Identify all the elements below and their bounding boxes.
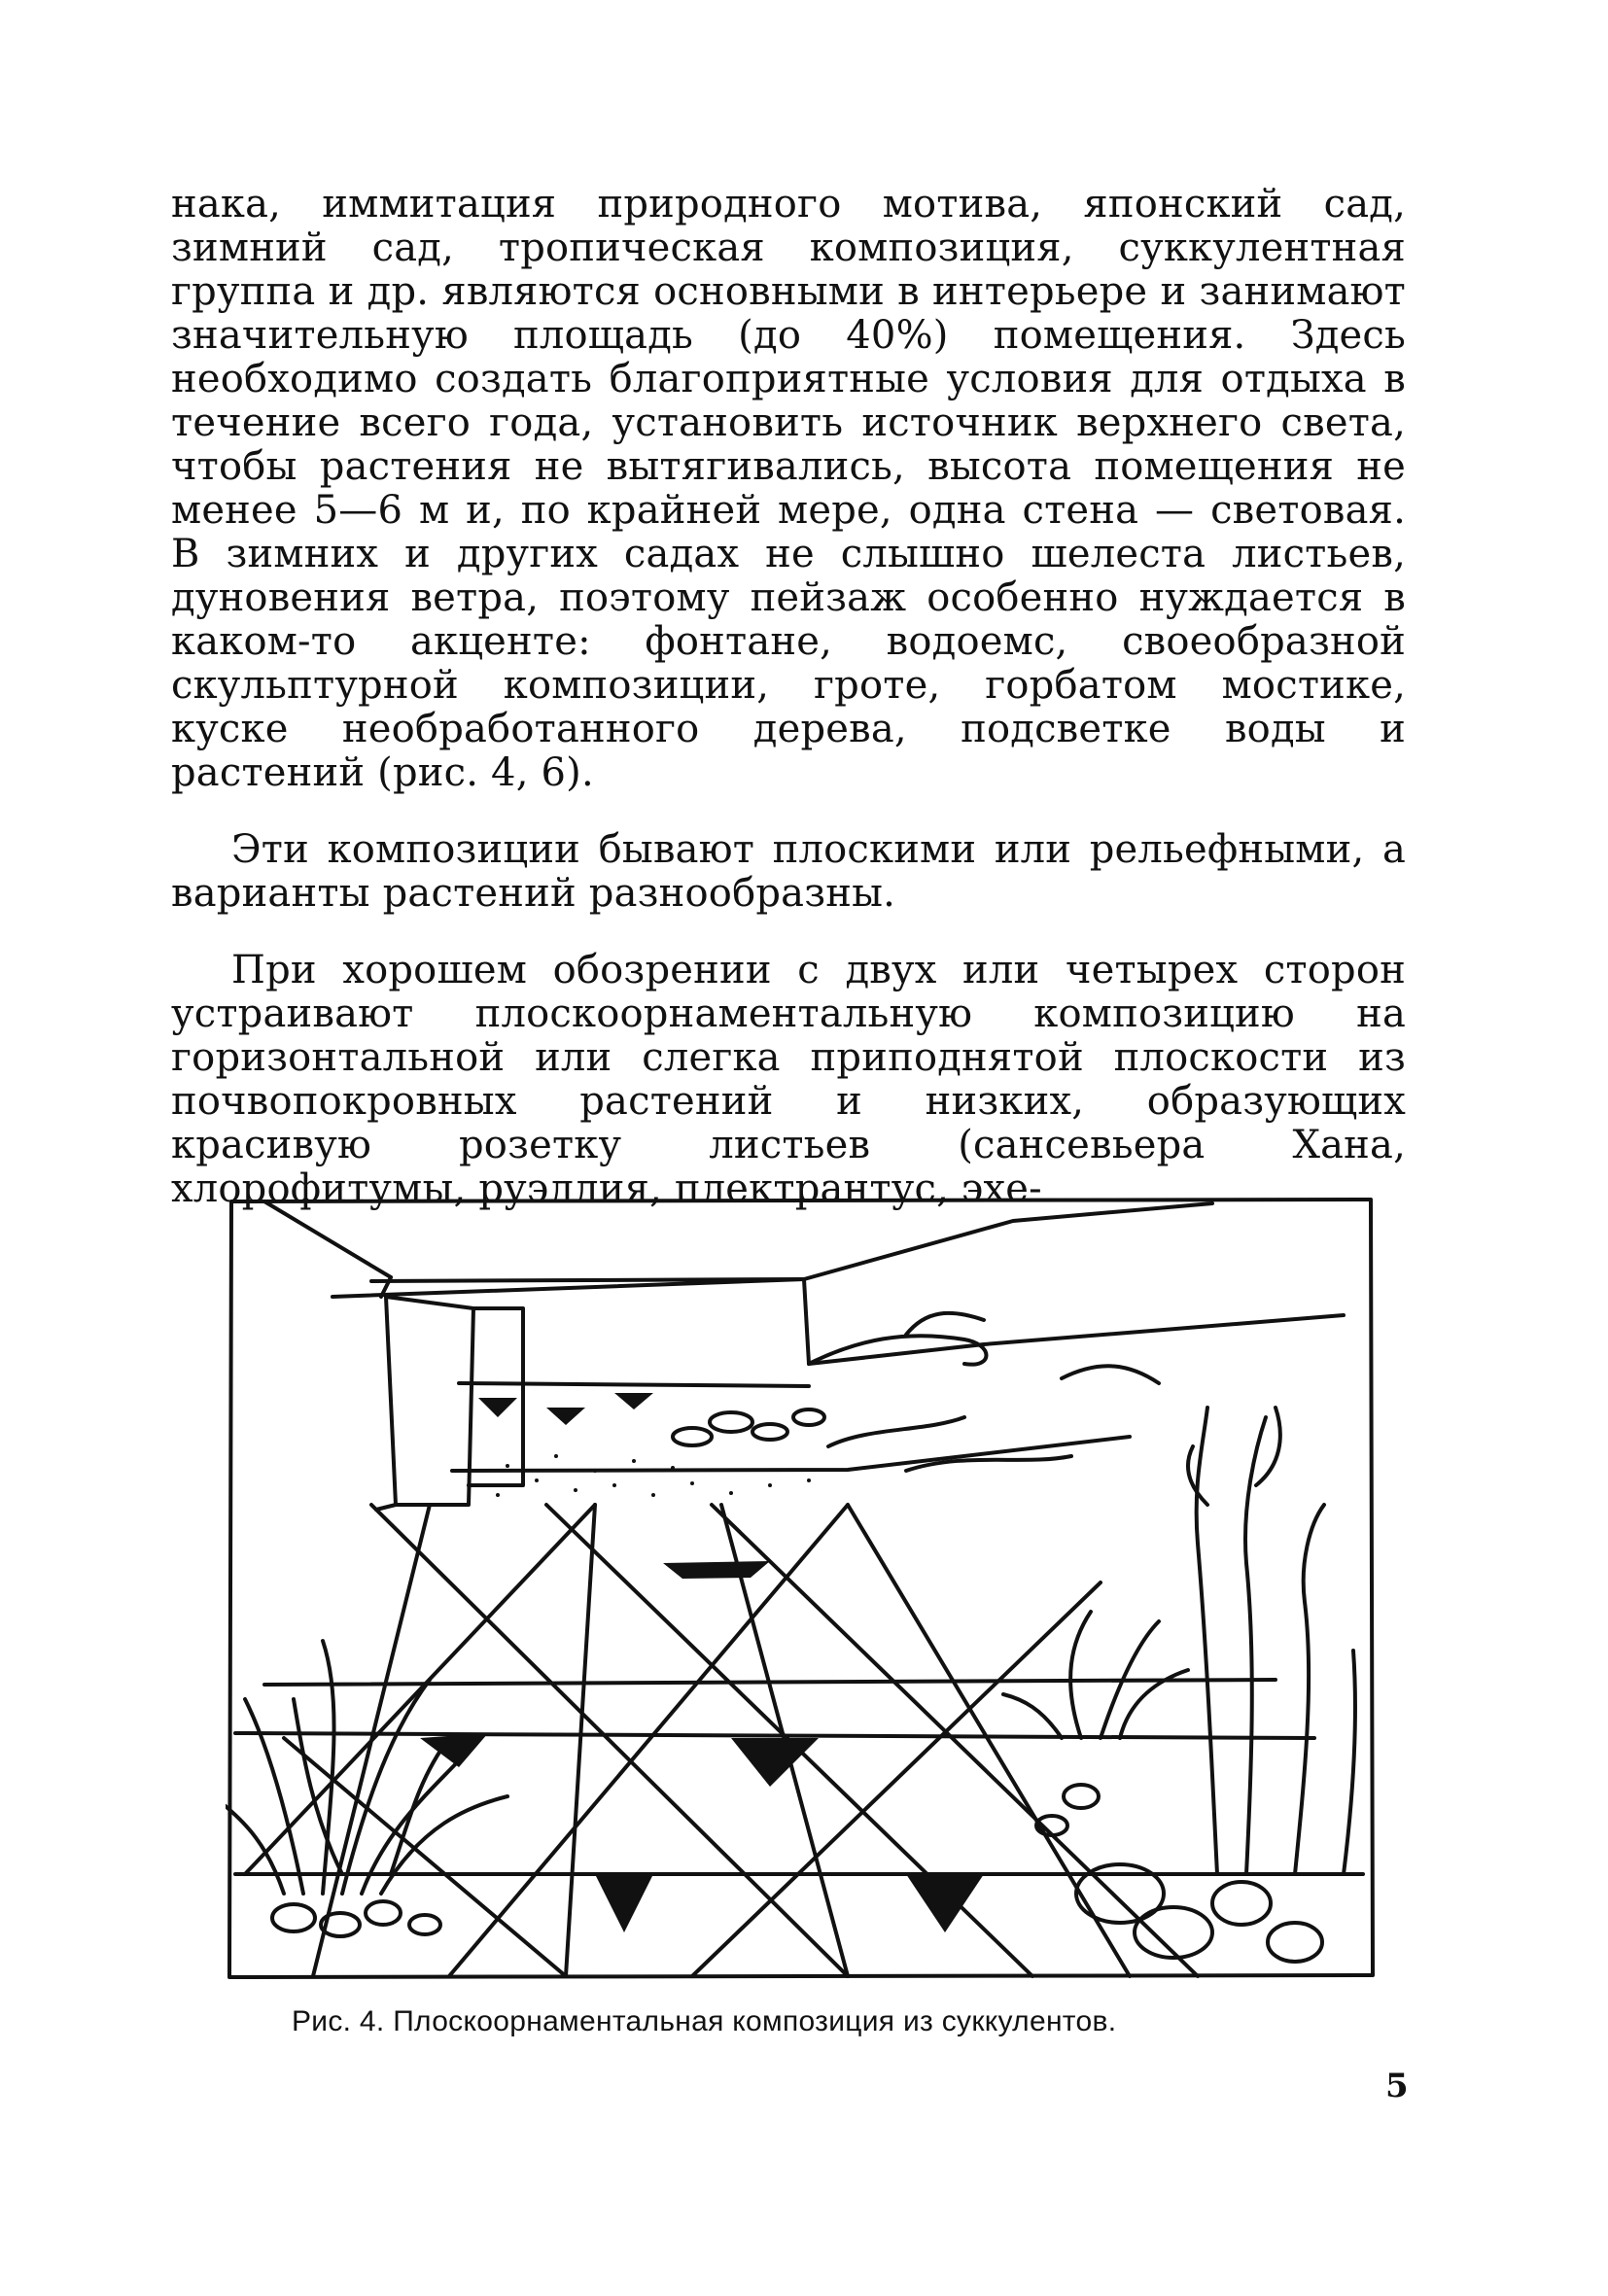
dark-tile [614,1393,653,1409]
dark-tile [420,1733,488,1767]
dark-tile [906,1874,984,1932]
dark-tile [478,1398,517,1417]
dark-tile [663,1561,770,1579]
figure-4-illustration [226,1194,1378,1981]
page-number: 5 [1385,2067,1409,2105]
body-text [171,183,1406,1211]
dark-tile [731,1738,819,1787]
interior-garden-drawing [226,1194,1378,1981]
figure-caption: Рис. 4. Плоскоорнаментальная композиция из суккулентов. [292,2005,1117,2037]
paragraph-1: нака, иммитация природного мотива, японский сад, зимний сад, тропическая композиция, суккулентная группа и др. являются основными в интерьере и занимают значительную площадь (до 40%) помещения. Здесь необходимо создать благоприятные условия для отдыха в течение всего года, установить источник верхнего света, чтобы растения не вытягивались, высота помещения не менее 5—6 м и, по крайней мере, одна стена — световая. В зимних и других садах не слышно шелеста листьев, дуновения ветра, поэтому пейзаж особенно нуждается в каком-то акценте: фонтане, водоемс, своеобразной скульптурной композиции, гроте, горбатом мостике, куске необработанного дерева, подсветке воды и растений (рис. 4, 6). [171,182,1406,795]
dark-tile [595,1874,653,1932]
dark-tile [546,1408,585,1425]
paragraph-2: Эти композиции бывают плоскими или рельефными, а варианты растений разнообразны. [171,827,1406,916]
paragraph-3: При хорошем обозрении с двух или четырех сторон устраивают плоскоорнаментальную композицию на горизонтальной или слегка приподнятой плоскости из почвопокровных растений и низких, образующих красивую розетку листьев (сансевьера Хана, хлорофитумы, руэллия, плектрантус, эхе- [171,948,1406,1211]
